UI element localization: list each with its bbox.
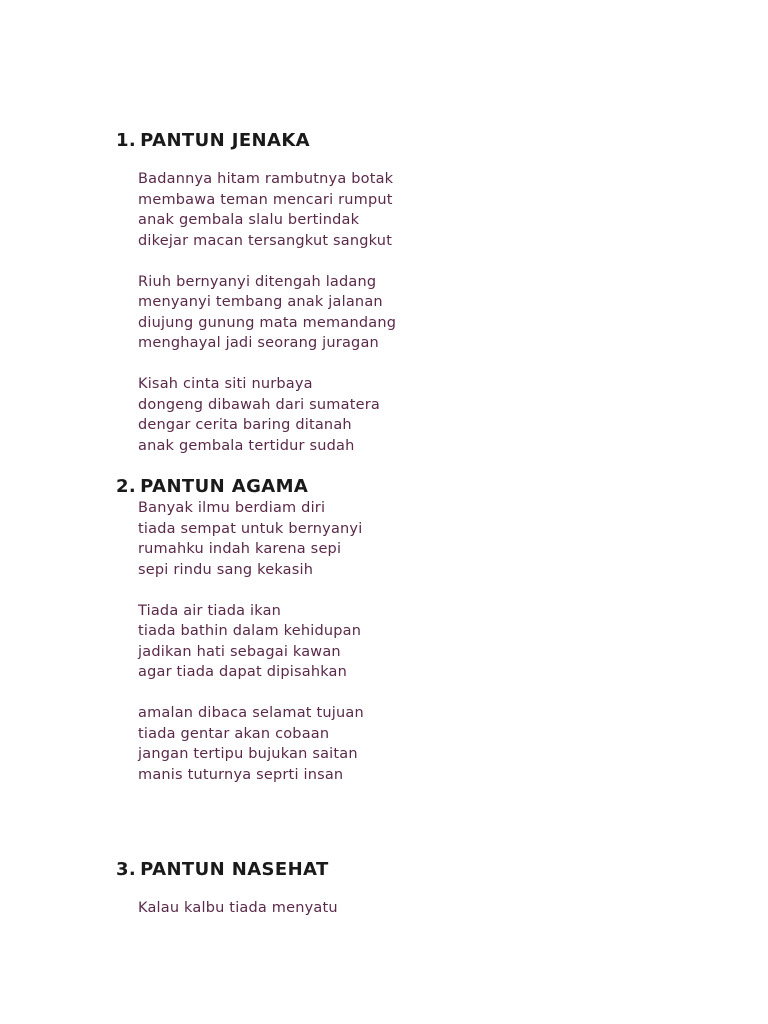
section-number: 1. (116, 130, 137, 151)
section-number: 3. (116, 859, 137, 880)
verse-line: dikejar macan tersangkut sangkut (138, 232, 393, 249)
verse-line: Tiada air tiada ikan (138, 602, 282, 619)
verse-line: Riuh bernyanyi ditengah ladang (138, 273, 377, 290)
verse-line: tiada sempat untuk bernyanyi (138, 520, 363, 537)
verse-line: agar tiada dapat dipisahkan (138, 664, 348, 680)
verse-line: manis tuturnya seprti insan (138, 766, 344, 783)
verse-line: rumahku indah karena sepi (138, 541, 342, 557)
verse-line: tiada bathin dalam kehidupan (138, 623, 362, 639)
verse-line: amalan dibaca selamat tujuan (138, 705, 364, 721)
verse-line: anak gembala tertidur sudah (138, 437, 355, 454)
stanza (138, 169, 396, 456)
verse-line: Kisah cinta siti nurbaya (138, 376, 313, 392)
verse-line: menghayal jadi seorang juragan (138, 335, 379, 351)
section-pantun-nasehat (116, 859, 338, 919)
section-title: PANTUN JENAKA (140, 130, 310, 151)
section-title: PANTUN NASEHAT (140, 859, 329, 880)
stanza (138, 898, 338, 919)
stanza (138, 498, 364, 785)
verse-line: diujung gunung mata memandang (138, 314, 397, 331)
verse-line: jangan tertipu bujukan saitan (138, 746, 358, 762)
verse-line: Badannya hitam rambutnya botak (138, 171, 394, 187)
section-pantun-agama (116, 476, 364, 785)
section-heading (116, 859, 338, 881)
verse-line: dongeng dibawah dari sumatera (138, 396, 380, 413)
verse-line: anak gembala slalu bertindak (138, 212, 360, 228)
verse-line: Kalau kalbu tiada menyatu (138, 900, 338, 916)
section-title: PANTUN AGAMA (140, 476, 309, 497)
section-number: 2. (116, 476, 137, 497)
section-heading (116, 476, 364, 498)
verse-line: tiada gentar akan cobaan (138, 725, 330, 742)
verse-line: sepi rindu sang kekasih (138, 561, 314, 578)
section-heading (116, 130, 396, 152)
verse-line: membawa teman mencari rumput (138, 191, 393, 208)
verse-line: dengar cerita baring ditanah (138, 417, 352, 433)
section-pantun-jenaka (116, 130, 396, 456)
verse-line: Banyak ilmu berdiam diri (138, 500, 326, 516)
verse-line: jadikan hati sebagai kawan (138, 643, 341, 660)
verse-line: menyanyi tembang anak jalanan (138, 294, 383, 310)
